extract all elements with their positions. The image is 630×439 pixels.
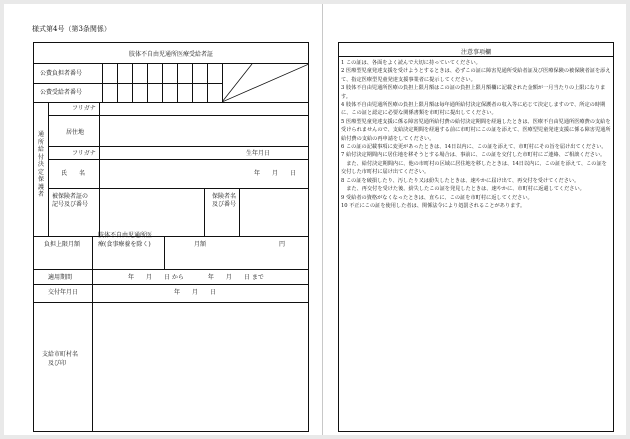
note-item: 4 肢体不自由児通所医療の負担上限月額は毎年通所給付決定保護者の収入等に応じて決定しますので、所定の時期に、この証と認定に必要な関係書類を市町村に提出してください。	[341, 102, 606, 117]
note-item: 8 この証を破損したり、汚したり又は紛失したときは、速やかに届け出て、再交付を受けてください。	[341, 177, 580, 184]
insured-label-2: 記号及び番号	[52, 201, 89, 208]
form-number: 様式第4号（第3条関係）	[32, 25, 111, 33]
notes-list	[341, 59, 611, 210]
fold-line	[322, 4, 323, 435]
address-label: 居住地	[66, 129, 85, 136]
furigana-label: フリガナ	[72, 105, 96, 112]
note-item: 5 医療型児童発達支援に係る障害児通所給付費の給付決定期間を経過したときは、医療不自由児通所医療費の支給を受けられませんので、支給決定期間を経過する前に市町村にこの証を添えて、医療型児童発達支援に係る障害児通所給付費の支給の再申請をしてください。	[341, 118, 611, 142]
notes-panel	[338, 42, 614, 432]
note-item: 10 不正にこの証を使用した者は、関係法令により処罰されることがあります。	[341, 202, 526, 209]
yen-label: 円	[279, 241, 286, 248]
certificate-form	[33, 42, 309, 432]
note-item: また、再交付を受けた後、紛失したこの証を発見したときは、速やかに、市町村に返還してください。	[341, 186, 585, 193]
period-value: 年 月 日 から 年 月 日 まで	[128, 274, 264, 281]
birthdate-value: 年 月 日	[254, 170, 297, 177]
note-item: また、給付決定期間内に、他の市町村の区域に居住地を移したときは、14日以内に、この証を添えて、この証を交付した市町村に届け出てください。	[341, 160, 607, 176]
document-sheet	[4, 4, 626, 435]
limit-label: 負担上限月額	[44, 241, 81, 248]
municipality-label-1: 支給市町村名	[42, 351, 79, 358]
note-item: 2 医療型児童発達支援を受けようとするときは、必ずこの証に障害児通所受給者証及び医療保険の被保険者証を添えて、指定医療型児童発達支援事業者に提示してください。	[341, 68, 611, 83]
note-item: 7 給付決定期間内に居住地を移そうとする場合は、事前に、この証を交付した市町村にご連絡、ご相談ください。	[341, 152, 606, 159]
diagonal-strike	[222, 64, 309, 102]
insured-label-1: 被保険者証の	[52, 193, 89, 200]
note-item: 9 受給者の資格がなくなったときは、直ちに、この証を市町村に返してください。	[341, 194, 533, 201]
furigana-label-2: フリガナ	[72, 150, 96, 157]
medical-label-1: 肢体不自由児通所医	[98, 232, 153, 239]
monthly-label: 月額	[194, 241, 207, 248]
insurer-label-1: 保険者名	[212, 193, 237, 200]
municipality-label-2: 及び印	[48, 360, 67, 367]
period-label: 適用期間	[48, 274, 73, 281]
issue-value: 年 月 日	[174, 289, 217, 296]
note-item: 3 肢体不自由児通所医療の負担上限月額はこの証の負担上限月額欄に記載された金額が一月当たりの上限になります。	[341, 85, 606, 100]
insurer-label-2: 及び番号	[212, 201, 237, 208]
issue-label: 交付年月日	[48, 289, 79, 296]
recipient-number-label: 公費受給者番号	[40, 89, 83, 96]
note-item: 6 この証の記載事項に変更があったときは、14日以内に、この証を添えて、市町村にその旨を届け出てください。	[341, 144, 607, 151]
name-label: 氏 名	[61, 170, 86, 177]
notes-title: 注意事項欄	[460, 49, 491, 56]
payer-number-label: 公費負担者番号	[40, 70, 83, 77]
birthdate-label: 生年月日	[246, 150, 271, 157]
note-item: 1 この証は、各面をよく読んで大切に持っていてください。	[341, 60, 481, 66]
guardian-section-label: 通所給付決定保護者	[37, 131, 44, 198]
medical-label-2: 療(食事療養を除く)	[98, 241, 151, 248]
certificate-title: 肢体不自由児通所医療受給者証	[128, 51, 213, 58]
